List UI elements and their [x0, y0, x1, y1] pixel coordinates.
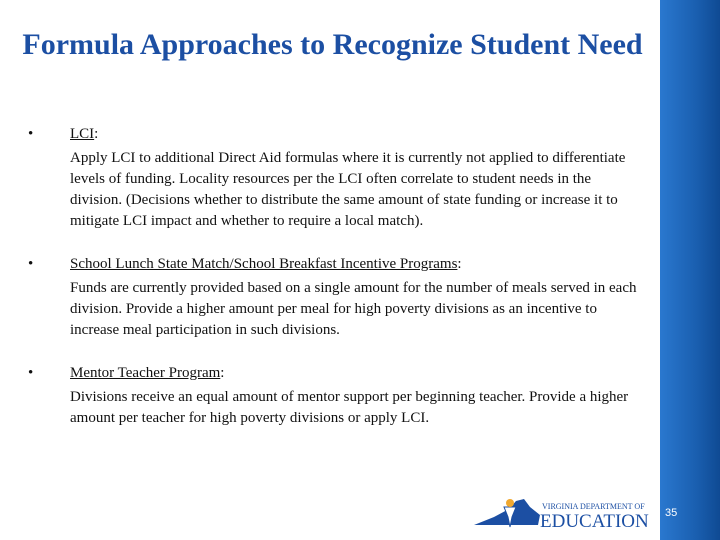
bullet-heading: School Lunch State Match/School Breakfast Incentive Programs — [70, 256, 458, 272]
page-number: 35 — [665, 507, 678, 519]
bullet-marker: • — [28, 365, 34, 381]
vdoe-logo — [474, 495, 656, 533]
side-accent-bar — [660, 0, 720, 540]
logo-line1: VIRGINIA DEPARTMENT OF — [542, 502, 645, 511]
bullet-heading: LCI — [70, 126, 95, 142]
bullet-list — [28, 124, 638, 451]
logo-line2: EDUCATION — [540, 511, 649, 532]
colon: : — [457, 256, 462, 272]
bullet-marker: • — [28, 256, 34, 272]
bullet-body: Apply LCI to additional Direct Aid formulas where it is currently not applied to differentiate levels of funding. Locality resources per the LCI often correlate to student needs in the division. (Decisions whether to distribute the same amount of state funding or increase it to mitigate LCI impact and whether to require a local match). — [70, 150, 626, 229]
bullet-mentor-teacher — [28, 363, 638, 429]
bullet-lci — [28, 124, 638, 232]
bullet-body: Funds are currently provided based on a single amount for the number of meals served in each division. Provide a higher amount per meal for high poverty divisions as an incentive to increase meal participation in such divisions. — [70, 280, 637, 338]
bullet-body: Divisions receive an equal amount of mentor support per beginning teacher. Provide a higher amount per teacher for high poverty divisions or apply LCI. — [70, 389, 629, 426]
colon: : — [94, 126, 99, 142]
colon: : — [220, 365, 225, 381]
bullet-marker: • — [28, 126, 34, 142]
bullet-heading: Mentor Teacher Program — [70, 365, 221, 381]
bullet-school-lunch — [28, 254, 638, 341]
slide-title: Formula Approaches to Recognize Student Need — [22, 28, 643, 61]
